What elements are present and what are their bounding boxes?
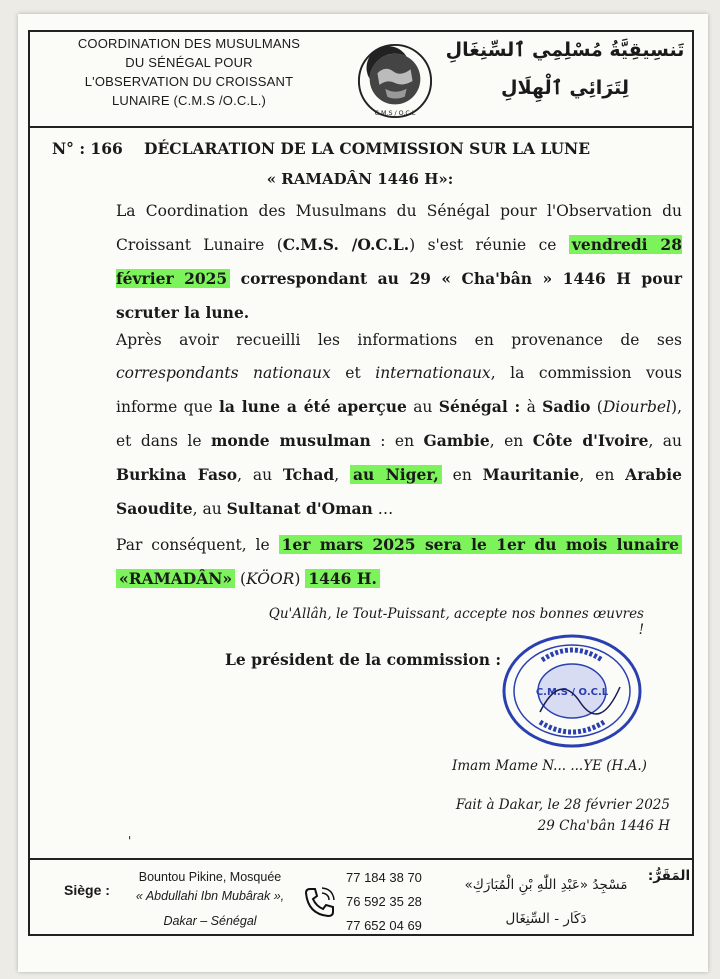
footer xyxy=(44,862,690,940)
p2-text: , en xyxy=(489,432,533,450)
p2-text: , au xyxy=(648,432,683,450)
p2-text: ( xyxy=(590,398,603,416)
declaration-subtitle: « RAMADÂN 1446 H»: xyxy=(266,170,454,188)
p2-text: et xyxy=(330,364,376,382)
stray-mark: ' xyxy=(128,834,132,848)
president-label: Le président de la commission : xyxy=(225,650,502,669)
org-fr-line: DU SÉNÉGAL POUR xyxy=(125,55,253,70)
p2-bold: Sadio xyxy=(542,397,591,416)
seal-label: C.M.S / O.C.L xyxy=(535,687,609,698)
p2-bold: Tchad xyxy=(282,465,335,484)
p2-bold: monde musulman xyxy=(210,431,371,450)
p2-text: , la commission vous informe que xyxy=(116,364,682,416)
frame-left-border xyxy=(28,30,30,935)
address-ar-line: دَكَار - السِّنِغَال xyxy=(505,911,587,927)
org-fr-line: LUNAIRE (C.M.S /O.C.L.) xyxy=(111,93,267,108)
paragraph-meeting xyxy=(80,195,682,330)
p2-italic: internationaux xyxy=(375,364,491,382)
official-seal xyxy=(500,632,645,750)
closing-prayer: Qu'Allâh, le Tout-Puissant, accepte nos bonnes œuvres ! xyxy=(268,606,644,638)
org-ar-line2: لِتَرَائِي ٱلْهِلَالِ xyxy=(501,77,629,99)
address-fr xyxy=(110,868,310,931)
phone-number: 77 652 04 69 xyxy=(346,918,422,933)
p1-text: ) s'est réunie ce xyxy=(409,236,569,254)
address-line: Dakar – Sénégal xyxy=(163,914,257,928)
org-fr-line: COORDINATION DES MUSULMANS xyxy=(77,36,301,51)
siege-label-ar: المَقَرُّ: xyxy=(647,868,691,884)
organization-logo xyxy=(356,42,434,120)
declaration-number: N° : 166 xyxy=(52,139,123,158)
frame-top-border xyxy=(28,30,694,32)
address-ar-line: مَسْجِدُ «عَبْدِ اللّٰهِ بْنِ الْمُبَارَكِ» xyxy=(464,877,628,893)
p2-text: à xyxy=(520,398,543,416)
p3-italic: KÖOR xyxy=(246,570,295,588)
p2-text: : en xyxy=(370,432,424,450)
org-ar-line1: تَنسِيقِيَّةُ مُسْلِمِي ٱلسِّنِغَالِ xyxy=(445,39,685,61)
p2-italic: correspondants nationaux xyxy=(116,364,331,382)
highlight-year: 1446 H. xyxy=(305,569,380,588)
p2-text: en xyxy=(441,466,483,484)
highlight-meeting-date: vendredi 28 février 2025 xyxy=(116,235,683,288)
p1-acronym: C.M.S. /O.C.L. xyxy=(282,235,410,254)
p2-text: , au xyxy=(237,466,283,484)
highlight-ramadan-month: «RAMADÂN» xyxy=(116,569,235,588)
p2-bold: Sultanat d'Oman xyxy=(226,499,373,518)
p2-bold: Gambie xyxy=(423,431,490,450)
p2-bold: Côte d'Ivoire xyxy=(532,431,649,450)
p2-bold: Burkina Faso xyxy=(116,465,238,484)
organization-name-fr xyxy=(44,34,334,110)
p1-text: correspondant au 29 « Cha'bân » 1446 H pour scruter la lune. xyxy=(116,269,682,322)
p2-bold: Sénégal : xyxy=(438,397,521,416)
p2-text: … xyxy=(372,500,394,518)
highlight-ramadan-start: 1er mars 2025 sera le 1er du mois lunaire xyxy=(279,535,682,554)
address-line: « Abdullahi Ibn Mubârak », xyxy=(135,889,285,903)
paragraph-sightings xyxy=(80,324,682,526)
address-ar xyxy=(448,868,644,936)
p2-bold: Mauritanie xyxy=(482,465,580,484)
frame-right-border xyxy=(692,30,694,935)
declaration-title: DÉCLARATION DE LA COMMISSION SUR LA LUNE xyxy=(144,139,591,158)
imam-name: Imam Mame N... ...YE (H.A.) xyxy=(452,758,647,774)
address-line: Bountou Pikine, Mosquée xyxy=(138,870,282,884)
highlight-niger: au Niger, xyxy=(350,465,442,484)
footer-divider xyxy=(28,858,694,860)
p2-text: ), et dans le xyxy=(116,398,682,450)
signature-dates xyxy=(395,795,670,837)
p2-text: Après avoir recueilli les informations en provenance de ses xyxy=(116,331,682,349)
p2-text: , en xyxy=(579,466,626,484)
siege-label: Siège : xyxy=(64,882,110,898)
p2-bold: la lune a été aperçue xyxy=(219,397,407,416)
p2-text: au xyxy=(406,398,439,416)
p2-text: , xyxy=(334,466,350,484)
header-divider xyxy=(28,126,694,128)
p2-italic: Diourbel xyxy=(602,398,672,416)
organization-name-ar xyxy=(440,34,690,104)
hijri-date: 29 Cha'bân 1446 H xyxy=(537,818,670,834)
phone-number: 77 184 38 70 xyxy=(346,870,422,885)
phone-icon xyxy=(302,884,338,920)
p1-text: La Coordination des Musulmans du Sénégal pour l'Observation du Croissant Lunaire ( xyxy=(116,202,682,254)
phone-number: 76 592 35 28 xyxy=(346,894,422,909)
p3-text: Par conséquent, le xyxy=(116,536,279,554)
p3-text: ( xyxy=(235,570,247,588)
paragraph-conclusion xyxy=(80,528,682,596)
p3-text: ) xyxy=(294,570,306,588)
p2-bold: Arabie Saoudite xyxy=(116,465,682,518)
place-date: Fait à Dakar, le 28 février 2025 xyxy=(455,797,670,813)
phone-numbers xyxy=(346,866,422,938)
logo-caption: C.M.S / O.C.L xyxy=(374,110,416,118)
p2-text: , au xyxy=(192,500,227,518)
org-fr-line: L'OBSERVATION DU CROISSANT xyxy=(84,74,294,89)
